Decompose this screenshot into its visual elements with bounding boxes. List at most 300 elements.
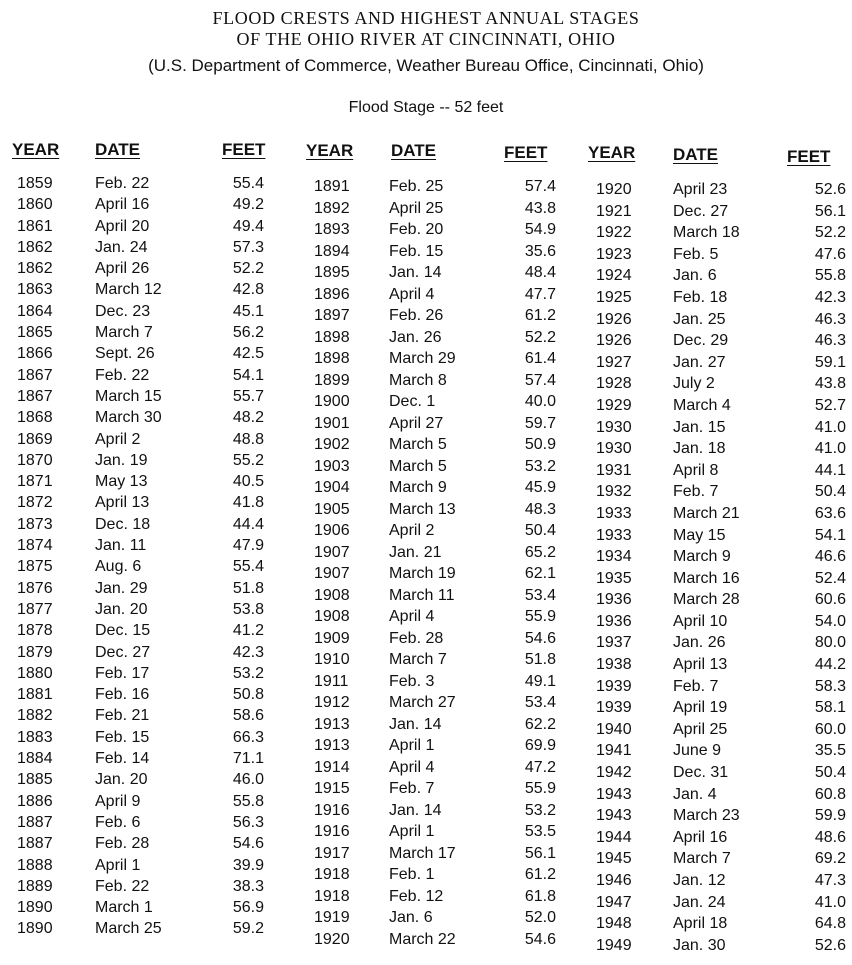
date-cell: April 2 xyxy=(95,430,141,448)
feet-cell: 59.9 xyxy=(814,807,846,825)
date-cell: March 1 xyxy=(95,899,153,917)
date-cell: April 4 xyxy=(389,608,435,625)
date-cell: April 4 xyxy=(389,758,435,776)
year-cell: 1943 xyxy=(596,807,632,825)
date-cell: March 17 xyxy=(389,844,456,862)
feet-cell: 47.3 xyxy=(814,872,846,889)
year-cell: 1912 xyxy=(314,694,350,711)
year-cell: 1881 xyxy=(17,686,53,704)
table-row xyxy=(588,244,852,266)
table-row xyxy=(588,525,852,547)
feet-cell: 56.2 xyxy=(232,324,264,342)
feet-cell: 43.8 xyxy=(814,375,846,393)
year-cell: 1862 xyxy=(17,260,53,278)
date-cell: March 5 xyxy=(389,457,447,475)
table-row xyxy=(588,395,852,417)
date-cell: Jan. 29 xyxy=(95,579,148,597)
year-cell: 1906 xyxy=(314,522,350,539)
feet-cell: 49.2 xyxy=(232,196,264,214)
year-cell: 1890 xyxy=(17,899,53,917)
date-cell: May 13 xyxy=(95,473,148,491)
feet-cell: 53.4 xyxy=(524,586,556,604)
table-row xyxy=(588,676,852,698)
feet-cell: 41.0 xyxy=(814,893,846,911)
feet-cell: 60.6 xyxy=(814,591,846,609)
table-row xyxy=(306,456,566,478)
year-cell: 1872 xyxy=(17,494,53,512)
feet-cell: 52.2 xyxy=(814,224,846,242)
year-cell: 1904 xyxy=(314,479,350,496)
feet-cell: 50.4 xyxy=(814,483,846,501)
year-cell: 1887 xyxy=(17,813,53,831)
year-cell: 1871 xyxy=(17,473,53,491)
date-cell: March 12 xyxy=(95,281,162,299)
year-cell: 1913 xyxy=(314,737,350,754)
feet-cell: 41.8 xyxy=(232,494,264,512)
table-row xyxy=(12,791,282,812)
date-cell: Jan. 21 xyxy=(389,543,442,561)
feet-cell: 61.2 xyxy=(524,307,556,324)
table-row xyxy=(588,913,852,935)
table-row xyxy=(588,222,852,244)
feet-cell: 56.1 xyxy=(814,202,846,220)
table-row xyxy=(588,438,852,460)
feet-cell: 59.2 xyxy=(232,920,264,938)
date-cell: March 13 xyxy=(389,500,456,518)
date-cell: June 9 xyxy=(673,742,722,760)
feet-cell: 56.3 xyxy=(232,813,264,831)
year-cell: 1868 xyxy=(17,409,53,427)
date-cell: Jan. 20 xyxy=(95,771,148,789)
table-row xyxy=(588,201,852,223)
table-row xyxy=(306,649,566,671)
table-row xyxy=(12,386,282,407)
date-cell: March 27 xyxy=(389,694,456,711)
table-row xyxy=(306,929,566,951)
feet-cell: 54.6 xyxy=(524,629,556,647)
table-row xyxy=(12,258,282,279)
date-cell: Jan. 30 xyxy=(673,936,726,954)
table-row xyxy=(12,322,282,343)
feet-cell: 57.3 xyxy=(232,238,264,256)
table-row xyxy=(588,265,852,287)
year-cell: 1930 xyxy=(596,440,632,458)
table-row xyxy=(588,827,852,849)
date-cell: Jan. 14 xyxy=(389,264,442,281)
date-cell: April 19 xyxy=(673,699,728,717)
feet-cell: 41.0 xyxy=(814,440,846,458)
table-row xyxy=(306,542,566,564)
date-cell: March 30 xyxy=(95,409,162,427)
table-row xyxy=(588,740,852,762)
table-row xyxy=(12,578,282,599)
date-cell: March 7 xyxy=(673,850,731,868)
date-cell: Feb. 14 xyxy=(95,750,150,768)
date-cell: April 13 xyxy=(673,656,728,674)
table-row xyxy=(12,301,282,322)
date-cell: Feb. 20 xyxy=(389,221,444,238)
year-cell: 1924 xyxy=(596,267,632,285)
table-row xyxy=(588,611,852,633)
date-cell: March 9 xyxy=(673,548,731,566)
date-cell: April 8 xyxy=(673,461,719,479)
table-row xyxy=(12,620,282,641)
date-cell: Dec. 15 xyxy=(95,622,151,640)
year-cell: 1940 xyxy=(596,720,632,738)
feet-cell: 42.8 xyxy=(232,281,264,299)
feet-cell: 57.4 xyxy=(524,371,556,389)
year-cell: 1907 xyxy=(314,543,350,561)
date-cell: Aug. 6 xyxy=(95,558,142,576)
feet-cell: 41.2 xyxy=(232,622,264,640)
year-cell: 1905 xyxy=(314,500,350,518)
date-cell: Jan. 11 xyxy=(95,537,147,555)
year-cell: 1892 xyxy=(314,199,350,217)
date-cell: March 7 xyxy=(389,651,447,668)
date-cell: Dec. 29 xyxy=(673,332,729,350)
year-cell: 1933 xyxy=(596,526,632,544)
feet-cell: 55.4 xyxy=(232,558,264,576)
table-row xyxy=(588,762,852,784)
table-row xyxy=(306,413,566,435)
feet-cell: 63.6 xyxy=(814,504,846,522)
feet-cell: 53.2 xyxy=(524,801,556,819)
table-row xyxy=(588,892,852,914)
feet-cell: 52.2 xyxy=(524,328,556,346)
feet-cell: 59.7 xyxy=(524,414,556,432)
table-row xyxy=(588,417,852,439)
year-cell: 1869 xyxy=(17,430,53,448)
feet-cell: 52.6 xyxy=(814,936,846,954)
table-row xyxy=(306,606,566,628)
date-cell: Sept. 26 xyxy=(95,345,155,363)
header-date: DATE xyxy=(673,145,719,164)
feet-cell: 61.2 xyxy=(524,866,556,883)
date-cell: Feb. 18 xyxy=(673,288,728,306)
date-cell: April 26 xyxy=(95,260,150,278)
feet-cell: 52.0 xyxy=(524,909,556,926)
year-cell: 1894 xyxy=(314,242,350,260)
date-cell: Jan. 26 xyxy=(389,328,442,346)
date-cell: Jan. 18 xyxy=(673,440,726,458)
date-cell: Jan. 20 xyxy=(95,600,148,618)
table-row xyxy=(588,568,852,590)
year-cell: 1879 xyxy=(17,643,53,661)
date-cell: Jan. 27 xyxy=(673,353,726,371)
table-row xyxy=(12,237,282,258)
header-year: YEAR xyxy=(12,140,60,159)
feet-cell: 49.4 xyxy=(232,217,264,235)
year-cell: 1874 xyxy=(17,537,53,555)
feet-cell: 65.2 xyxy=(524,543,556,561)
feet-cell: 64.8 xyxy=(814,915,846,933)
table-row xyxy=(12,194,282,215)
table-row xyxy=(588,309,852,331)
table-row xyxy=(588,654,852,676)
table-row xyxy=(588,784,852,806)
date-cell: April 25 xyxy=(673,720,728,738)
table-row xyxy=(306,735,566,757)
date-cell: March 7 xyxy=(95,324,153,342)
year-cell: 1889 xyxy=(17,877,53,895)
year-cell: 1900 xyxy=(314,393,350,410)
date-cell: Feb. 16 xyxy=(95,686,150,704)
table-row xyxy=(306,563,566,585)
feet-cell: 46.3 xyxy=(814,310,846,328)
table-row xyxy=(12,876,282,897)
year-cell: 1865 xyxy=(17,324,53,342)
feet-cell: 46.6 xyxy=(814,548,846,566)
year-cell: 1866 xyxy=(17,345,53,363)
date-cell: Feb. 7 xyxy=(673,677,719,695)
feet-cell: 62.2 xyxy=(524,715,556,733)
year-cell: 1933 xyxy=(596,504,632,522)
table-row xyxy=(12,279,282,300)
table-row xyxy=(306,499,566,521)
date-cell: Jan. 14 xyxy=(389,715,442,733)
table-row xyxy=(306,864,566,886)
year-cell: 1897 xyxy=(314,307,350,324)
date-cell: Feb. 5 xyxy=(673,245,719,263)
date-cell: April 23 xyxy=(673,181,728,198)
year-cell: 1910 xyxy=(314,651,350,668)
date-cell: Feb. 15 xyxy=(389,242,444,260)
table-row xyxy=(306,692,566,714)
year-cell: 1918 xyxy=(314,887,350,905)
date-cell: March 18 xyxy=(673,224,740,242)
year-cell: 1909 xyxy=(314,629,350,647)
year-cell: 1859 xyxy=(17,175,53,192)
table-row xyxy=(12,855,282,876)
year-cell: 1915 xyxy=(314,780,350,797)
table-row xyxy=(12,407,282,428)
date-cell: Feb. 6 xyxy=(95,813,141,831)
table-row xyxy=(12,705,282,726)
feet-cell: 42.3 xyxy=(814,288,846,306)
date-cell: Feb. 25 xyxy=(389,178,444,195)
date-cell: April 16 xyxy=(95,196,150,214)
date-cell: Feb. 28 xyxy=(389,629,444,647)
table-row xyxy=(12,812,282,833)
feet-cell: 40.0 xyxy=(524,393,556,410)
feet-cell: 45.1 xyxy=(232,302,264,320)
table-row xyxy=(12,727,282,748)
date-cell: April 20 xyxy=(95,217,150,235)
year-cell: 1926 xyxy=(596,310,632,328)
year-cell: 1934 xyxy=(596,548,632,566)
date-cell: March 5 xyxy=(389,436,447,453)
date-cell: Dec. 23 xyxy=(95,302,151,320)
table-row xyxy=(588,697,852,719)
year-cell: 1944 xyxy=(596,828,632,846)
year-cell: 1921 xyxy=(596,202,632,220)
feet-cell: 55.8 xyxy=(232,792,264,810)
table-row xyxy=(12,769,282,790)
year-cell: 1928 xyxy=(596,375,632,393)
table-row xyxy=(306,800,566,822)
feet-cell: 55.9 xyxy=(524,780,556,797)
feet-cell: 40.5 xyxy=(232,473,264,491)
year-cell: 1882 xyxy=(17,707,53,725)
feet-cell: 42.5 xyxy=(232,345,264,363)
date-cell: May 15 xyxy=(673,526,726,544)
year-cell: 1942 xyxy=(596,764,632,782)
year-cell: 1878 xyxy=(17,622,53,640)
year-cell: 1923 xyxy=(596,245,632,263)
year-cell: 1911 xyxy=(314,672,349,690)
feet-cell: 48.2 xyxy=(232,409,264,427)
year-cell: 1896 xyxy=(314,285,350,303)
feet-cell: 53.2 xyxy=(524,457,556,475)
date-cell: July 2 xyxy=(673,375,715,393)
table-row xyxy=(12,492,282,513)
date-cell: March 23 xyxy=(673,807,740,825)
table-row xyxy=(12,535,282,556)
table-row xyxy=(588,935,852,957)
date-cell: April 25 xyxy=(389,199,444,217)
table-row xyxy=(12,684,282,705)
feet-cell: 48.4 xyxy=(524,264,556,281)
date-cell: March 8 xyxy=(389,371,447,389)
feet-cell: 51.8 xyxy=(232,579,264,597)
feet-cell: 49.1 xyxy=(524,672,556,690)
year-cell: 1899 xyxy=(314,371,350,389)
date-cell: April 1 xyxy=(95,856,141,874)
year-cell: 1943 xyxy=(596,785,632,803)
year-cell: 1907 xyxy=(314,565,350,582)
year-cell: 1920 xyxy=(596,181,632,198)
year-cell: 1863 xyxy=(17,281,53,299)
date-cell: Feb. 22 xyxy=(95,877,150,895)
table-row xyxy=(588,719,852,741)
year-cell: 1891 xyxy=(314,178,350,195)
table-row xyxy=(12,897,282,918)
feet-cell: 54.9 xyxy=(524,221,556,238)
date-cell: Dec. 18 xyxy=(95,515,151,533)
feet-cell: 55.7 xyxy=(232,387,264,405)
rows xyxy=(588,179,852,956)
date-cell: March 16 xyxy=(673,569,740,587)
table-row xyxy=(306,219,566,241)
date-cell: Dec. 1 xyxy=(389,393,436,410)
date-cell: Feb. 7 xyxy=(389,780,435,797)
date-cell: March 19 xyxy=(389,565,456,582)
year-cell: 1908 xyxy=(314,608,350,625)
feet-cell: 50.8 xyxy=(232,686,264,704)
feet-cell: 39.9 xyxy=(232,856,264,874)
year-cell: 1864 xyxy=(17,302,53,320)
table-row xyxy=(12,748,282,769)
date-cell: March 22 xyxy=(389,930,456,948)
feet-cell: 46.0 xyxy=(232,771,264,789)
table-row xyxy=(306,907,566,929)
date-cell: April 9 xyxy=(95,792,141,810)
flood-stage-note: Flood Stage -- 52 feet xyxy=(348,99,504,116)
feet-cell: 61.4 xyxy=(524,350,556,367)
year-cell: 1873 xyxy=(17,515,53,533)
date-cell: April 10 xyxy=(673,612,728,630)
year-cell: 1860 xyxy=(17,196,53,214)
table-row xyxy=(306,434,566,456)
year-cell: 1887 xyxy=(17,835,53,853)
date-cell: Jan. 25 xyxy=(673,310,726,328)
table-row xyxy=(306,778,566,800)
date-cell: Jan. 14 xyxy=(389,801,442,819)
date-cell: Jan. 24 xyxy=(673,893,726,911)
year-cell: 1901 xyxy=(314,414,350,432)
table-row xyxy=(588,546,852,568)
date-cell: Jan. 19 xyxy=(95,451,148,469)
table-row xyxy=(306,628,566,650)
date-cell: Feb. 22 xyxy=(95,366,150,384)
feet-cell: 61.8 xyxy=(524,887,556,905)
feet-cell: 50.4 xyxy=(524,522,556,539)
table-row xyxy=(306,886,566,908)
feet-cell: 47.9 xyxy=(232,537,264,555)
feet-cell: 54.6 xyxy=(524,930,556,948)
table-row xyxy=(306,327,566,349)
year-cell: 1867 xyxy=(17,366,53,384)
table-row xyxy=(588,460,852,482)
year-cell: 1948 xyxy=(596,915,632,933)
date-cell: Jan. 24 xyxy=(95,238,148,256)
header-date: DATE xyxy=(95,140,141,159)
table-row xyxy=(306,391,566,413)
table-row xyxy=(306,843,566,865)
date-cell: Feb. 15 xyxy=(95,728,150,746)
date-cell: Jan. 15 xyxy=(673,418,726,436)
year-cell: 1931 xyxy=(596,461,632,479)
feet-cell: 44.4 xyxy=(232,515,264,533)
date-cell: Jan. 6 xyxy=(389,909,433,926)
feet-cell: 69.2 xyxy=(814,850,846,868)
feet-cell: 55.8 xyxy=(814,267,846,285)
feet-cell: 62.1 xyxy=(524,565,556,582)
table-row xyxy=(12,173,282,194)
year-cell: 1927 xyxy=(596,353,632,371)
year-cell: 1946 xyxy=(596,872,632,889)
date-cell: April 16 xyxy=(673,828,728,846)
table-row xyxy=(12,833,282,854)
table-title-line-2: OF THE OHIO RIVER AT CINCINNATI, OHIO xyxy=(236,29,616,49)
date-cell: Feb. 7 xyxy=(673,483,719,501)
table-row xyxy=(588,632,852,654)
table-row xyxy=(306,671,566,693)
table-row xyxy=(588,330,852,352)
year-cell: 1908 xyxy=(314,586,350,604)
date-cell: Jan. 26 xyxy=(673,634,726,652)
header-date: DATE xyxy=(391,141,437,160)
feet-cell: 53.4 xyxy=(524,694,556,711)
table-row xyxy=(306,477,566,499)
feet-cell: 80.0 xyxy=(814,634,846,652)
date-cell: April 4 xyxy=(389,285,435,303)
feet-cell: 46.3 xyxy=(814,332,846,350)
table-row xyxy=(306,241,566,263)
year-cell: 1936 xyxy=(596,591,632,609)
table-row xyxy=(588,481,852,503)
date-cell: Jan. 4 xyxy=(673,785,717,803)
year-cell: 1922 xyxy=(596,224,632,242)
table-row xyxy=(306,370,566,392)
table-row xyxy=(588,848,852,870)
feet-cell: 51.8 xyxy=(524,651,556,668)
year-cell: 1902 xyxy=(314,436,350,453)
feet-cell: 54.1 xyxy=(814,526,846,544)
header-feet: FEET xyxy=(222,140,266,159)
year-cell: 1918 xyxy=(314,866,350,883)
table-row xyxy=(12,918,282,939)
